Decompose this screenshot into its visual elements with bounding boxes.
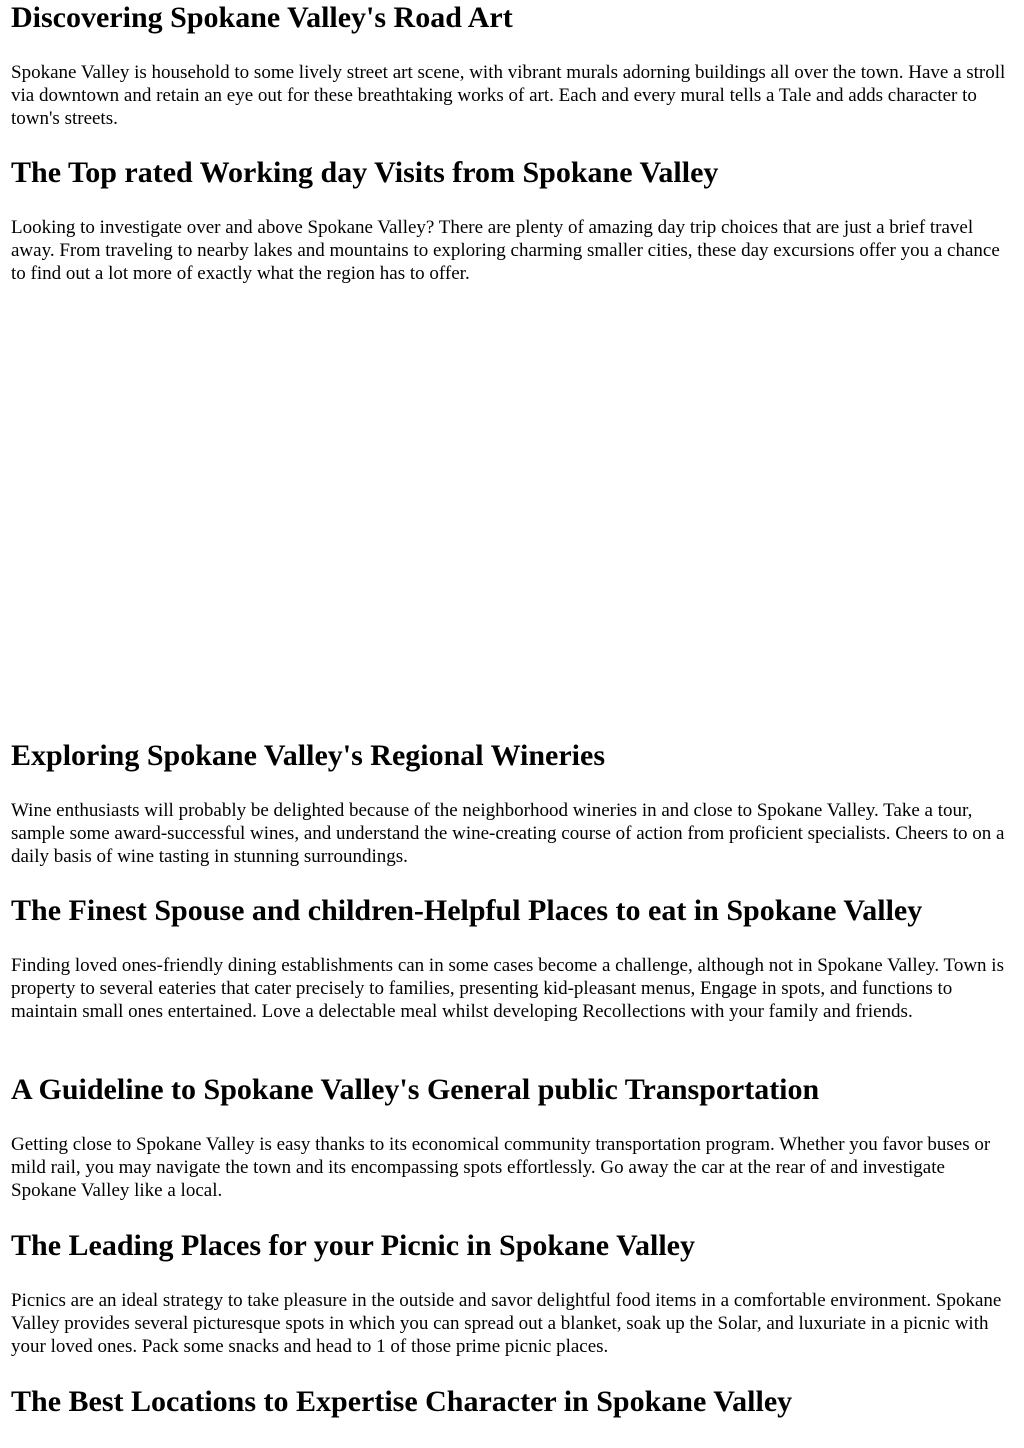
- section-heading-public-transportation: A Guideline to Spokane Valley's General public Transportation: [11, 1073, 820, 1106]
- section-body-day-trips: Looking to investigate over and above Spokane Valley? There are plenty of amazing day trip choices that are just a brief travel away. From traveling to nearby lakes and mountains to exploring charming smaller cities, these day excursions offer you a chance to find out a lot more of exactly what the region has to offer.: [11, 217, 1000, 284]
- section-body-family-restaurants: Finding loved ones-friendly dining establishments can in some cases become a challenge, although not in Spokane Valley. Town is property to several eateries that cater precisely to families, presenting kid-pleasant menus, Engage in spots, and functions to maintain small ones entertained. Love a delectable meal whilst developing Recollections with your family and friends.: [11, 955, 1004, 1022]
- section-body-wineries: Wine enthusiasts will probably be delighted because of the neighborhood wineries in and close to Spokane Valley. Take a tour, sample some award-successful wines, and understand the wine-creating course of action from proficient specialists. Cheers to on a daily basis of wine tasting in stunning surroundings.: [11, 800, 1005, 867]
- section-body-picnic-places: Picnics are an ideal strategy to take pleasure in the outside and savor delightful food items in a comfortable environment. Spokane Valley provides several picturesque spots in which you can spread out a blanket, soak up the Solar, and luxuriate in a picnic with your loved ones. Pack some snacks and head to 1 of those prime picnic places.: [11, 1290, 1002, 1357]
- section-heading-picnic-places: The Leading Places for your Picnic in Spokane Valley: [11, 1229, 695, 1262]
- section-heading-day-trips: The Top rated Working day Visits from Spokane Valley: [11, 156, 719, 189]
- section-heading-wineries: Exploring Spokane Valley's Regional Wineries: [11, 739, 606, 772]
- section-heading-street-art: Discovering Spokane Valley's Road Art: [11, 1, 513, 34]
- section-heading-family-restaurants: The Finest Spouse and children-Helpful Places to eat in Spokane Valley: [11, 894, 923, 927]
- section-heading-nature: The Best Locations to Expertise Character in Spokane Valley: [11, 1385, 793, 1418]
- section-body-public-transportation: Getting close to Spokane Valley is easy thanks to its economical community transportation program. Whether you favor buses or mild rail, you may navigate the town and its encompassing spots effortlessly. Go away the car at the rear of and investigate Spokane Valley like a local.: [11, 1134, 991, 1201]
- section-body-street-art: Spokane Valley is household to some lively street art scene, with vibrant murals adorning buildings all over the town. Have a stroll via downtown and retain an eye out for these breathtaking works of art. Each and every mural tells a Tale and adds character to town's streets.: [11, 62, 1006, 129]
- embedded-media-blank-area: [11, 300, 1015, 720]
